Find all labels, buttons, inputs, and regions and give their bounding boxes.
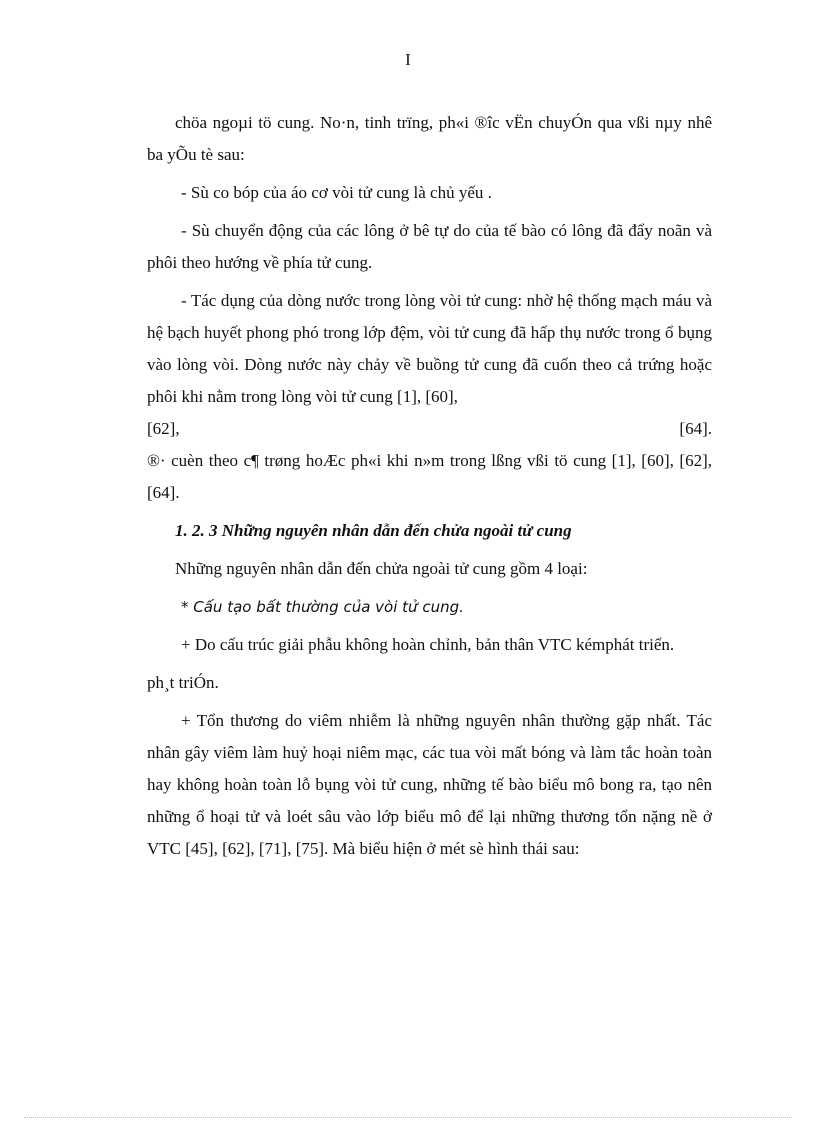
- paragraph-5: ®· cuèn theo c¶ trøng hoÆc ph«i khi n»m trong lßng vßi tö cung [1], [60], [62], [64].: [147, 451, 712, 502]
- document-body: [147, 107, 712, 871]
- paragraph-3: - Sù chuyển động của các lông ở bê tự do của tế bào có lông đã đẩy noãn và phôi theo hướng về phía tử cung.: [147, 221, 712, 272]
- page-number: I: [405, 50, 411, 69]
- paragraph-2: - Sù co bóp của áo cơ vòi tử cung là chủ yếu .: [181, 183, 492, 202]
- paragraph-6: Những nguyên nhân dẫn đến chửa ngoài tử cung gồm 4 loại:: [175, 559, 588, 578]
- paragraph-1: chöa ngoµi tö cung. No·n, tinh trïng, ph«i ®îc vËn chuyÓn qua vßi nµy nhê ba yÕu tè sau:: [147, 113, 712, 164]
- sub-heading: * Cấu tạo bất thường của vòi tử cung.: [181, 598, 464, 616]
- paragraph-4-end: [147, 413, 712, 445]
- section-heading: 1. 2. 3 Những nguyên nhân dẫn đến chửa ngoài tử cung: [175, 521, 572, 540]
- paragraph-4-end-left: [62],: [147, 419, 180, 438]
- footer-divider: [24, 1117, 792, 1118]
- paragraph-7: + Do cấu trúc giải phẫu không hoàn chỉnh, bản thân VTC kémphát triển.: [181, 635, 675, 654]
- paragraph-9: + Tổn thương do viêm nhiễm là những nguyên nhân thường gặp nhất. Tác nhân gây viêm làm huỷ hoại niêm mạc, các tua vòi mất bóng và làm tắc hoàn toàn hay không hoàn toàn lỗ bụng vòi tử cung, những tế bào biểu mô bong ra, tạo nên những ổ hoại tử và loét sâu vào lớp biểu mô để lại những thương tổn nặng nề ở VTC [45], [62], [71], [75]. Mà biểu hiện ở mét sè hình thái sau:: [147, 711, 712, 858]
- paragraph-8: ph¸t triÓn.: [147, 673, 219, 692]
- paragraph-4: - Tác dụng của dòng nước trong lòng vòi tử cung: nhờ hệ thống mạch máu và hệ bạch huyết phong phó trong lớp đệm, vòi tử cung đã hấp thụ nước trong ổ bụng vào lòng vòi. Dòng nước này chảy về buồng tử cung đã cuốn theo cả trứng hoặc phôi khi nằm trong lòng vòi tử cung [1], [60],: [147, 291, 712, 406]
- paragraph-4-end-right: [64].: [679, 419, 712, 438]
